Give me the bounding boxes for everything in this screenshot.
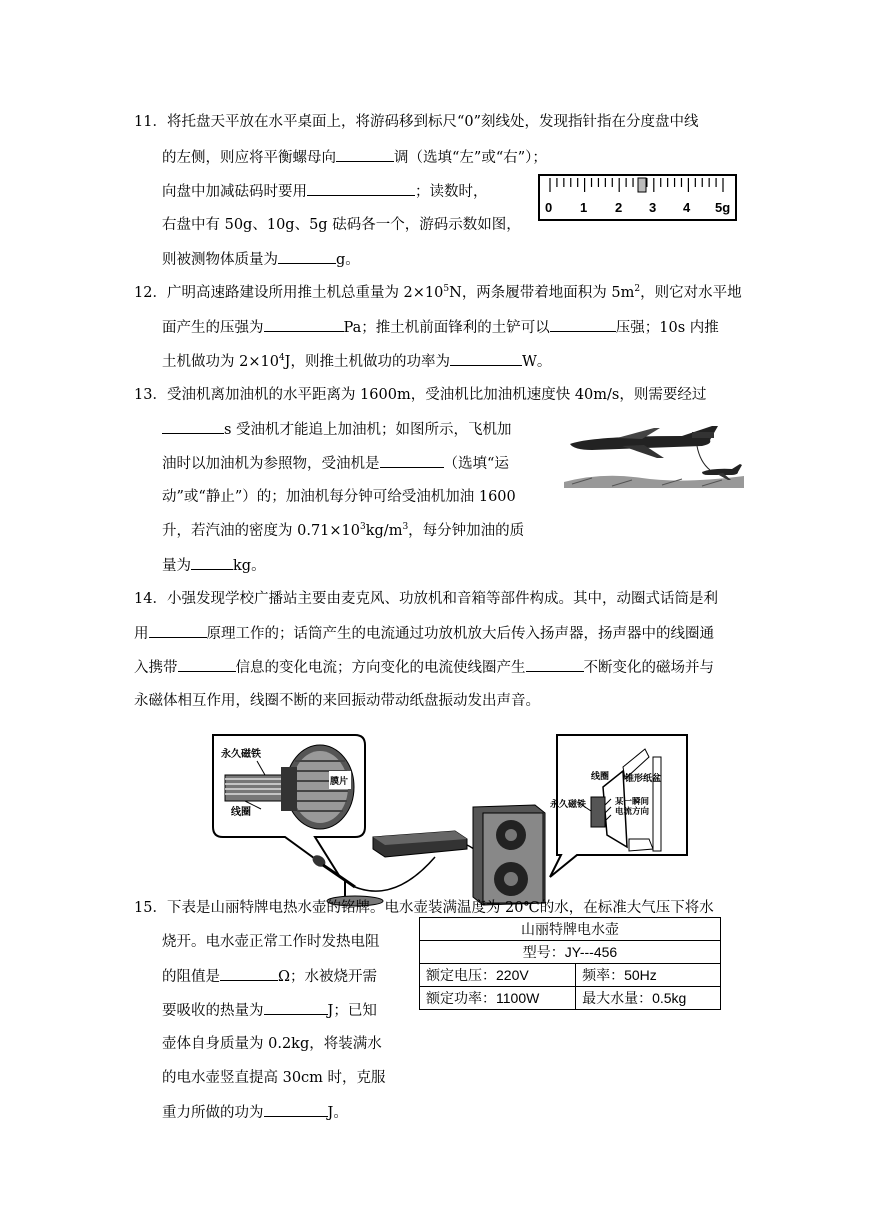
q14-blank-direction[interactable] xyxy=(526,657,584,672)
ruler-label: 0 xyxy=(545,200,553,215)
ruler-label: 5g xyxy=(715,200,731,215)
q11-line5: 则被测物体质量为 g。 xyxy=(162,249,360,270)
label-cone: 锥形纸盆 xyxy=(625,774,662,784)
q14-blank-info[interactable] xyxy=(178,657,236,672)
nameplate-rated-voltage: 额定电压：220V xyxy=(420,964,576,987)
ruler-label: 3 xyxy=(649,200,657,215)
nameplate-rated-power: 额定功率：1100W xyxy=(420,987,576,1010)
label-magnet-left: 永久磁铁 xyxy=(221,749,261,760)
q14-line2: 用 原理工作的；话筒产生的电流通过功放机放大后传入扬声器，扬声器中的线圈通 xyxy=(134,623,714,644)
q13-blank-time[interactable] xyxy=(162,419,224,434)
amplifier-icon xyxy=(373,831,478,859)
q15-blank-resistance[interactable] xyxy=(220,966,278,981)
q12-blank-pressure[interactable] xyxy=(264,317,344,332)
q12-blank-power[interactable] xyxy=(450,351,522,366)
q15-line5: 壶体自身质量为 0.2kg，将装满水 xyxy=(162,1036,382,1052)
q12-blank-increase[interactable] xyxy=(550,317,616,332)
nameplate-frequency: 频率：50Hz xyxy=(576,964,721,987)
ruler-label: 2 xyxy=(615,200,623,215)
q11-line4: 右盘中有 50g、10g、5g 砝码各一个，游码示数如图， xyxy=(162,217,521,233)
q11-line2: 的左侧，则应将平衡螺母向 调（选填“左”或“右”）； xyxy=(162,147,547,168)
q13-line6: 量为 kg。 xyxy=(162,555,266,576)
q13-line2: s 受油机才能追上加油机；如图所示，飞机加 xyxy=(162,419,512,440)
ruler-label: 1 xyxy=(580,200,588,215)
balance-ruler-figure xyxy=(538,174,738,222)
q15-line2: 烧开。电水壶正常工作时发热电阻 xyxy=(162,934,380,950)
q14-line3: 入携带 信息的变化电流；方向变化的电流使线圈产生 不断变化的磁场并与 xyxy=(134,657,714,678)
ruler-label: 4 xyxy=(683,200,691,215)
q13-line5: 升，若汽油的密度为 $0.71\times 10^3kg/m^3$，每分钟加油的质 xyxy=(162,522,525,539)
q15-line1: 15．下表是山丽特牌电热水壶的铭牌。电水壶装满温度为 20℃的水，在标准大气压下将水 xyxy=(134,900,714,916)
rider-weight xyxy=(638,178,646,192)
nameplate-max-water: 最大水量：0.5kg xyxy=(576,987,721,1010)
q11-line1: 11．将托盘天平放在水平桌面上，将游码移到标尺“0”刻线处，发现指针指在分度盘中线 xyxy=(134,114,699,130)
q11-blank-tool[interactable] xyxy=(307,181,415,196)
q11-blank-mass[interactable] xyxy=(278,249,336,264)
q11-blank-direction[interactable] xyxy=(336,147,394,162)
q15-line6: 的电水壶竖直提高 30cm 时，克服 xyxy=(162,1070,386,1086)
label-current-direction: 某一瞬间电流方向 xyxy=(615,797,650,817)
q15-line4: 要吸收的热量为 J；已知 xyxy=(162,1000,377,1021)
q13-line3: 油时以加油机为参照物，受油机是 （选填“运 xyxy=(162,453,509,474)
broadcast-system-figure xyxy=(205,727,695,909)
q15-line7: 重力所做的功为 J。 xyxy=(162,1102,348,1123)
speaker-callout xyxy=(550,735,687,877)
q15-line3: 的阻值是 Ω；水被烧开需 xyxy=(162,966,377,987)
q13-line1: 13．受油机离加油机的水平距离为 1600m，受油机比加油机速度快 40m/s，则需要经过 xyxy=(134,387,707,403)
q15-blank-heat[interactable] xyxy=(264,1000,328,1015)
label-diaphragm: 膜片 xyxy=(330,777,349,787)
q13-blank-state[interactable] xyxy=(380,453,444,468)
q12-line1: 12．广明高速路建设所用推土机总重量为 $2\times 10^5N$，两条履带着地面积为 $5m^2$，则它对水平地 xyxy=(134,284,742,301)
label-coil-right: 线圈 xyxy=(591,772,610,782)
microphone-callout xyxy=(213,735,365,877)
q15-blank-work[interactable] xyxy=(264,1102,328,1117)
nameplate-model: 型号：JY---456 xyxy=(420,941,721,964)
speaker-box-icon xyxy=(473,805,545,905)
q11-line3: 向盘中加减砝码时要用 ；读数时， xyxy=(162,181,488,202)
nameplate-title: 山丽特牌电水壶 xyxy=(420,918,721,941)
label-magnet-right: 永久磁铁 xyxy=(550,800,587,810)
q13-line4: 动”或“静止”）的；加油机每分钟可给受油机加油 1600 xyxy=(162,489,516,505)
q14-line1: 14．小强发现学校广播站主要由麦克风、功放机和音箱等部件构成。其中，动圈式话筒是利 xyxy=(134,591,718,607)
q13-blank-mass[interactable] xyxy=(191,555,233,570)
aerial-refueling-photo xyxy=(562,412,744,488)
label-coil-left: 线圈 xyxy=(231,807,251,818)
q12-line3: 土机做功为 $2\times 10^4J$，则推土机做功的功率为 W。 xyxy=(162,351,551,372)
q14-line4: 永磁体相互作用，线圈不断的来回振动带动纸盘振动发出声音。 xyxy=(134,693,540,709)
q12-line2: 面产生的压强为 Pa；推土机前面锋利的土铲可以 压强；10s 内推 xyxy=(162,317,719,338)
q14-blank-principle[interactable] xyxy=(149,623,207,638)
kettle-nameplate-table xyxy=(419,917,721,1010)
